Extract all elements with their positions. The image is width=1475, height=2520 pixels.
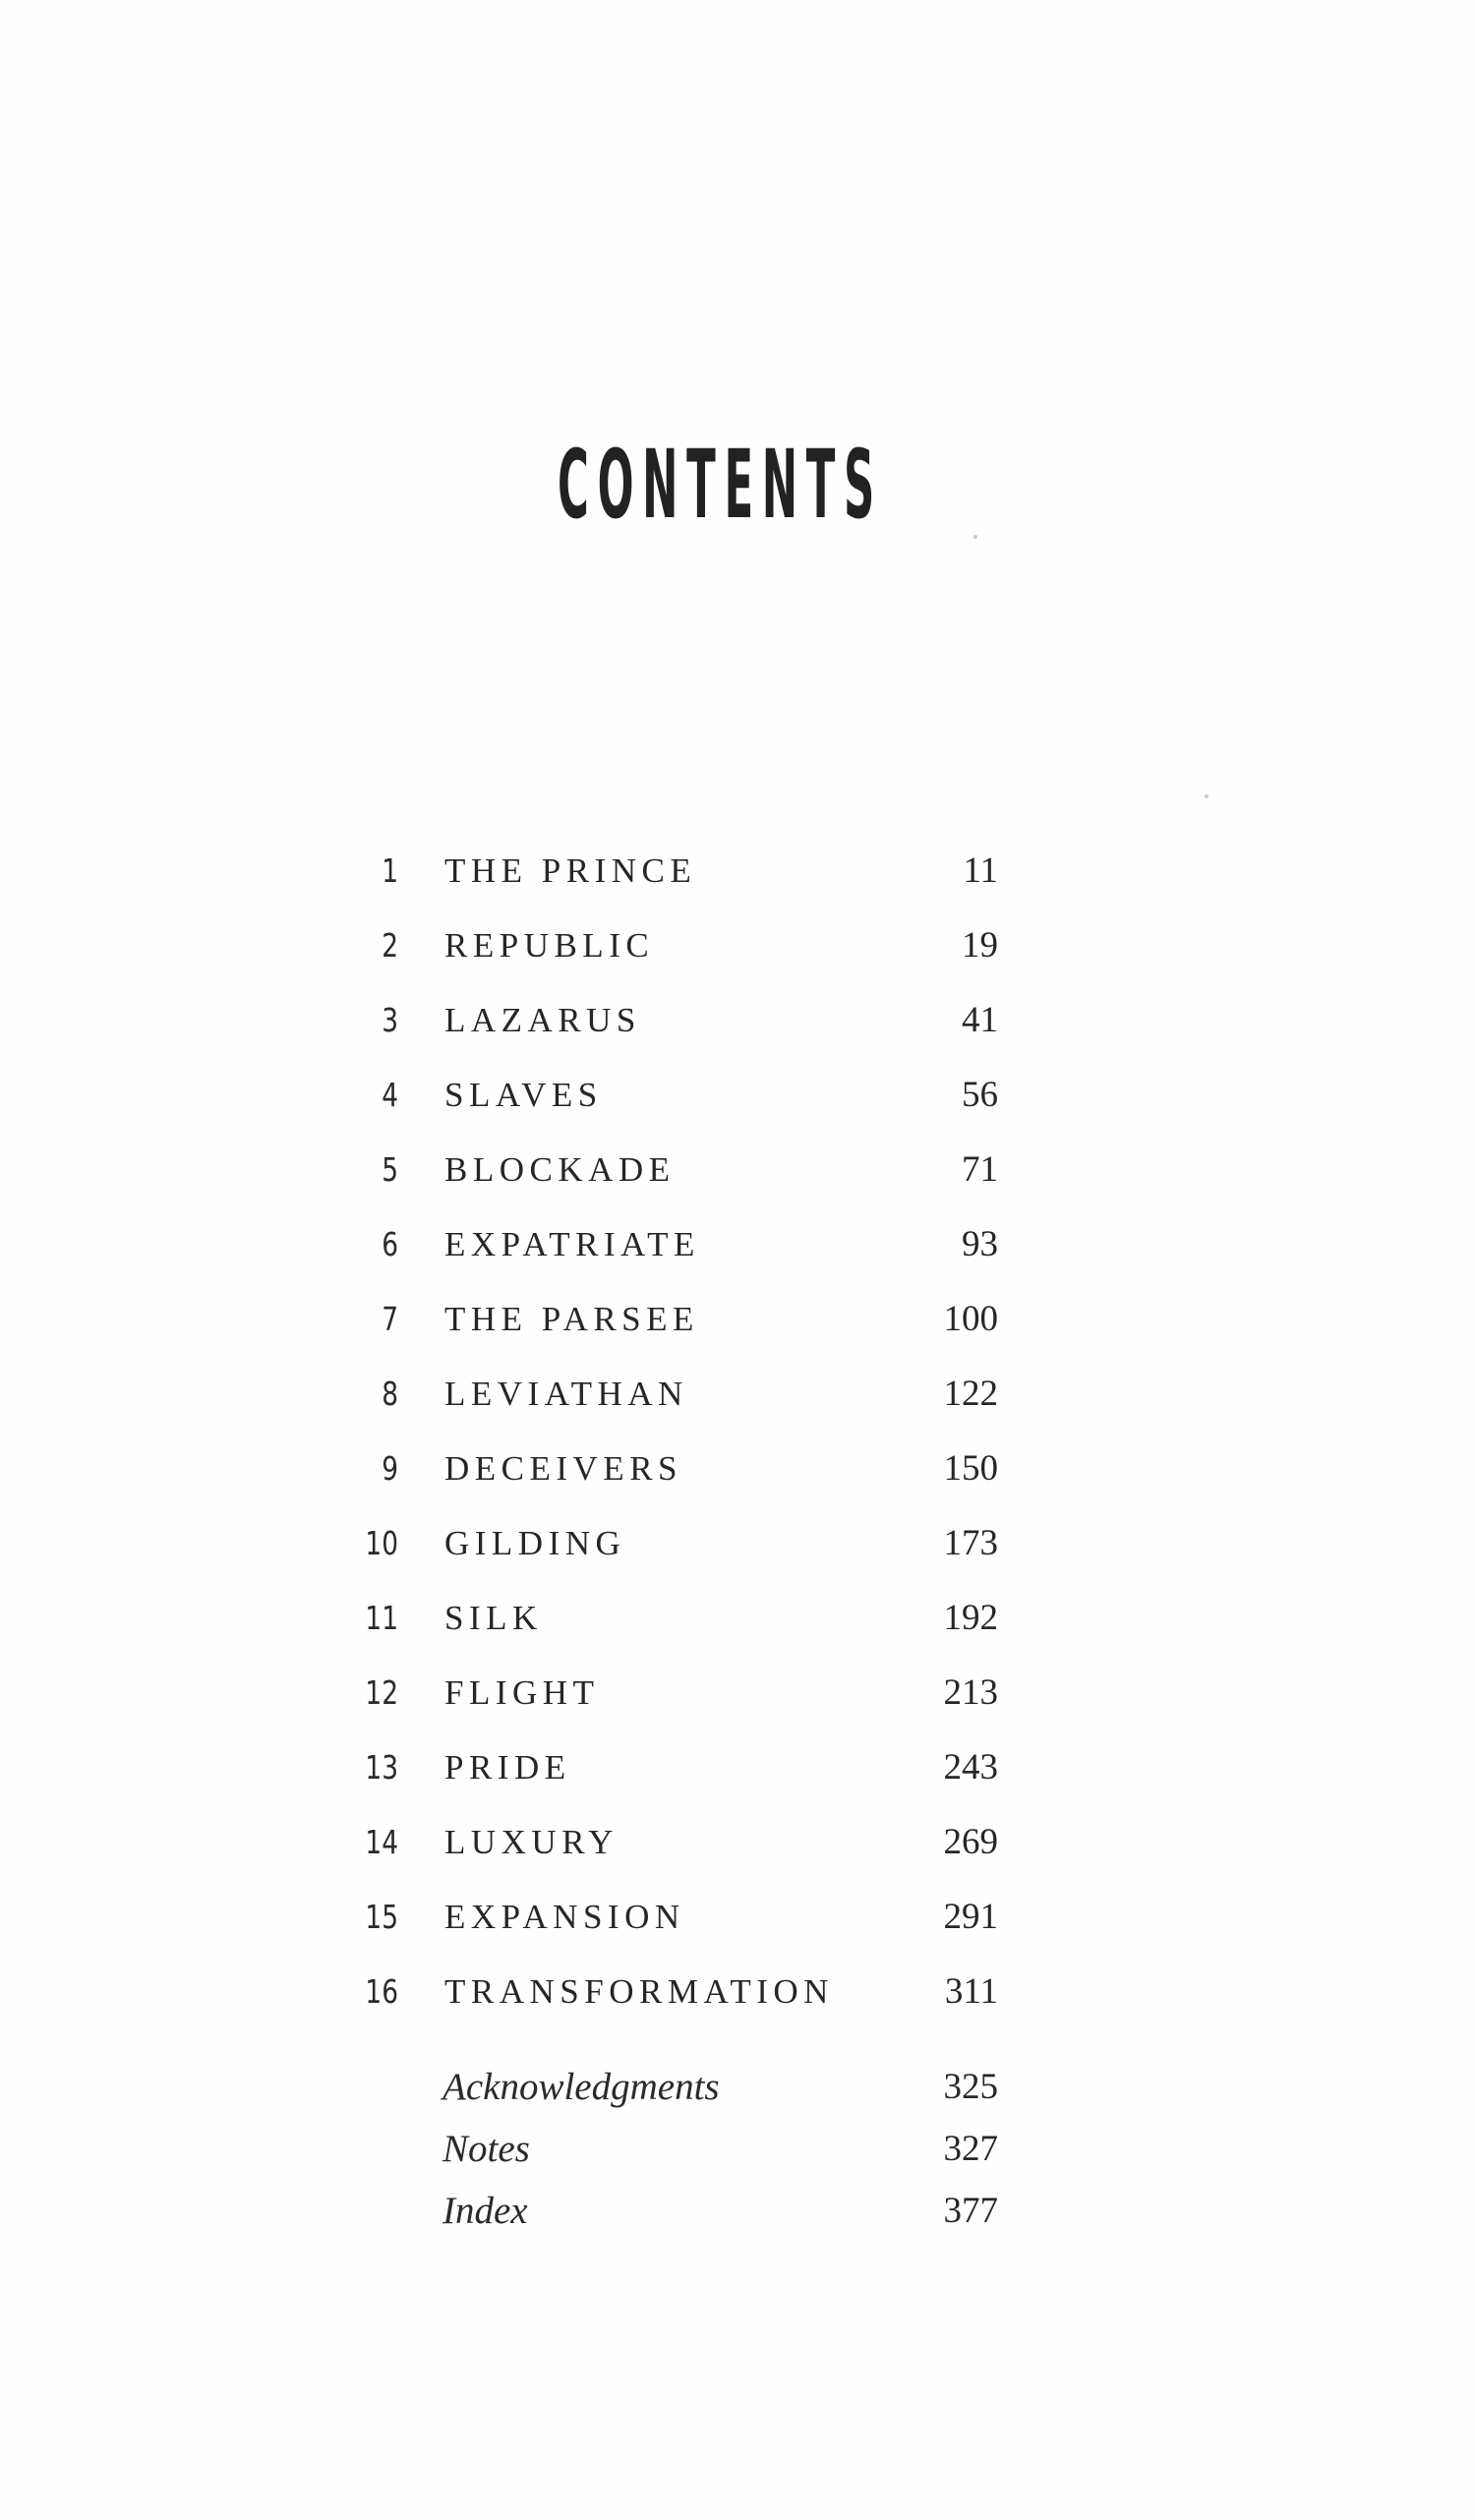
page-number: 11 (963, 850, 998, 891)
chapter-title: THE PARSEE (444, 1300, 699, 1338)
toc-row-back-matter[interactable] (0, 2120, 1475, 2179)
chapter-number: 11 (365, 1599, 398, 1637)
chapter-title: EXPATRIATE (444, 1225, 700, 1263)
toc-row-back-matter[interactable] (0, 2058, 1475, 2117)
chapter-number: 15 (365, 1898, 398, 1936)
page-number: 192 (943, 1598, 998, 1638)
chapter-number: 10 (365, 1524, 398, 1562)
toc-row[interactable] (0, 991, 1475, 1050)
page-number: 93 (962, 1224, 998, 1264)
chapter-number: 3 (382, 1001, 398, 1039)
chapter-title: THE PRINCE (444, 851, 697, 890)
chapter-number: 7 (382, 1300, 398, 1338)
page-number: 41 (962, 1000, 998, 1040)
chapter-title: LEVIATHAN (444, 1375, 688, 1413)
back-matter-title: Notes (442, 2128, 530, 2170)
toc-row[interactable] (0, 1439, 1475, 1498)
chapter-number: 5 (382, 1150, 398, 1189)
page-number: 150 (943, 1448, 998, 1489)
page-number: 327 (943, 2129, 998, 2169)
chapter-title: SILK (444, 1599, 543, 1637)
chapter-number: 14 (365, 1823, 398, 1861)
chapter-number: 12 (365, 1673, 398, 1712)
page-number: 325 (943, 2067, 998, 2107)
paper-speck (1205, 794, 1209, 798)
toc-row[interactable] (0, 1365, 1475, 1424)
toc-row[interactable] (0, 1141, 1475, 1200)
toc-row[interactable] (0, 1888, 1475, 1947)
chapter-number: 4 (382, 1076, 398, 1114)
toc-row[interactable] (0, 1290, 1475, 1349)
chapter-title: PRIDE (444, 1748, 571, 1787)
toc-row[interactable] (0, 1589, 1475, 1648)
chapter-title: EXPANSION (444, 1898, 685, 1936)
chapter-number: 6 (382, 1225, 398, 1263)
toc-row-back-matter[interactable] (0, 2182, 1475, 2241)
page-number: 213 (943, 1672, 998, 1713)
paper-speck (974, 535, 977, 539)
page-number: 71 (962, 1149, 998, 1190)
page-number: 19 (962, 925, 998, 966)
toc-row[interactable] (0, 1813, 1475, 1872)
chapter-number: 2 (382, 926, 398, 965)
toc-row[interactable] (0, 916, 1475, 975)
page-number: 377 (943, 2191, 998, 2231)
chapter-title: FLIGHT (444, 1673, 600, 1712)
toc-row[interactable] (0, 1215, 1475, 1274)
back-matter-title: Acknowledgments (442, 2066, 720, 2108)
chapter-title: GILDING (444, 1524, 626, 1562)
chapter-title: TRANSFORMATION (444, 1972, 834, 2011)
chapter-number: 8 (382, 1375, 398, 1413)
chapter-title: LUXURY (444, 1823, 619, 1861)
page-number: 173 (943, 1523, 998, 1563)
page-number: 269 (943, 1822, 998, 1862)
chapter-title: REPUBLIC (444, 926, 655, 965)
toc-row[interactable] (0, 842, 1475, 901)
chapter-title: DECEIVERS (444, 1449, 682, 1488)
chapter-number: 1 (382, 851, 398, 890)
chapter-number: 9 (382, 1449, 398, 1488)
toc-row[interactable] (0, 1963, 1475, 2022)
toc-row[interactable] (0, 1066, 1475, 1125)
page-number: 311 (944, 1971, 998, 2012)
toc-row[interactable] (0, 1738, 1475, 1797)
chapter-number: 16 (365, 1972, 398, 2011)
page-number: 243 (943, 1747, 998, 1787)
toc-row[interactable] (0, 1664, 1475, 1723)
back-matter-title: Index (442, 2190, 528, 2232)
chapter-number: 13 (365, 1748, 398, 1787)
page-title: CONTENTS (558, 429, 883, 541)
page-number: 56 (962, 1075, 998, 1115)
chapter-title: LAZARUS (444, 1001, 641, 1039)
toc-row[interactable] (0, 1514, 1475, 1573)
chapter-title: BLOCKADE (444, 1150, 676, 1189)
page-number: 122 (943, 1374, 998, 1414)
chapter-title: SLAVES (444, 1076, 603, 1114)
page-number: 291 (943, 1897, 998, 1937)
page-number: 100 (943, 1299, 998, 1339)
